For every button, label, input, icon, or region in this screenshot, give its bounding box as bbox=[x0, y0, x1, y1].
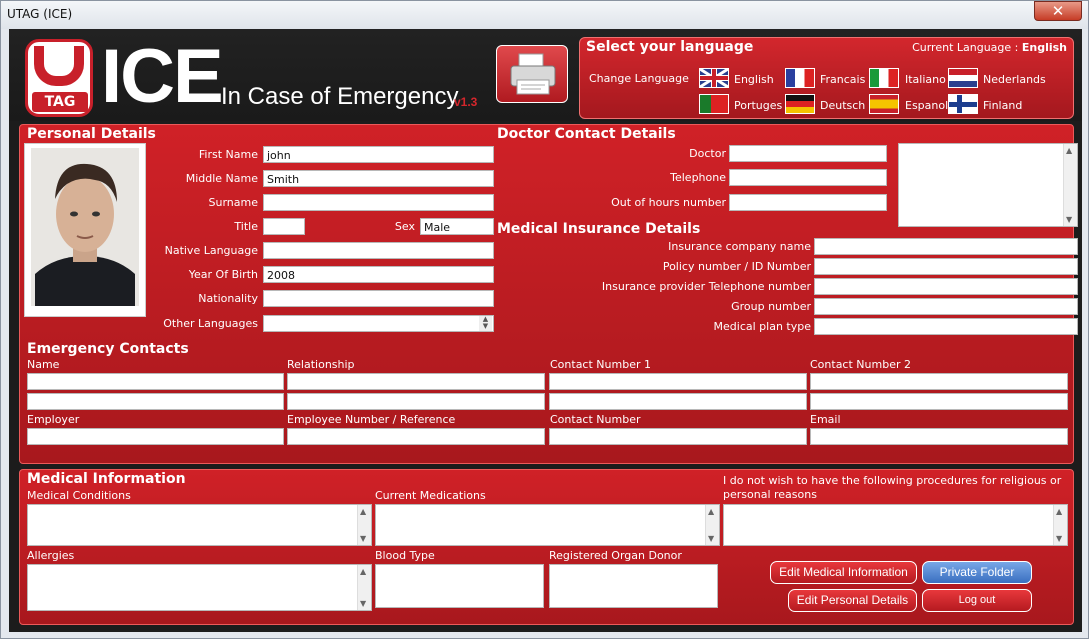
out-of-hours-field[interactable] bbox=[729, 194, 887, 211]
title-bar bbox=[1, 1, 1088, 29]
out-of-hours-label: Out of hours number bbox=[611, 196, 726, 209]
contact-2-relationship-field[interactable] bbox=[287, 393, 545, 410]
policy-number-label: Policy number / ID Number bbox=[662, 260, 811, 273]
edit-personal-button[interactable]: Edit Personal Details bbox=[788, 589, 917, 612]
change-language-label: Change Language bbox=[589, 72, 689, 85]
logout-button[interactable]: Log out bbox=[922, 589, 1032, 612]
organ-donor-field[interactable] bbox=[549, 564, 718, 608]
app-name: ICE bbox=[101, 34, 222, 119]
scroll-down-icon[interactable]: ▼ bbox=[1066, 215, 1073, 224]
medical-panel bbox=[19, 469, 1074, 625]
group-number-label: Group number bbox=[731, 300, 811, 313]
sex-field[interactable]: Male bbox=[420, 218, 494, 235]
email-field[interactable] bbox=[810, 428, 1068, 445]
nationality-field[interactable] bbox=[263, 290, 494, 307]
close-icon[interactable]: ✕ bbox=[1034, 1, 1082, 21]
medical-plan-label: Medical plan type bbox=[713, 320, 811, 333]
current-language: Current Language : English bbox=[912, 41, 1067, 54]
scroll-up-icon[interactable]: ▲ bbox=[360, 567, 367, 576]
col-name: Name bbox=[27, 358, 60, 371]
lang-french[interactable]: Francais bbox=[820, 73, 866, 86]
app-version: v1.3 bbox=[454, 95, 478, 109]
blood-type-field[interactable] bbox=[375, 564, 544, 608]
organ-donor-label: Registered Organ Donor bbox=[549, 549, 682, 562]
native-language-label: Native Language bbox=[164, 244, 258, 257]
flag-dutch-icon[interactable] bbox=[948, 68, 978, 88]
year-of-birth-label: Year Of Birth bbox=[188, 268, 258, 281]
first-name-label: First Name bbox=[198, 148, 258, 161]
flag-spanish-icon[interactable] bbox=[869, 94, 899, 114]
scroll-down-icon[interactable]: ▼ bbox=[1056, 534, 1063, 543]
profile-photo[interactable] bbox=[24, 143, 146, 317]
doctor-details-title: Doctor Contact Details bbox=[497, 126, 676, 142]
contact-2-number-1-field[interactable] bbox=[549, 393, 807, 410]
language-title: Select your language bbox=[586, 39, 754, 55]
language-panel bbox=[579, 37, 1074, 119]
provider-telephone-label: Insurance provider Telephone number bbox=[601, 280, 811, 293]
current-medications-field[interactable] bbox=[375, 504, 720, 546]
scroll-down-icon[interactable]: ▼ bbox=[708, 534, 715, 543]
current-medications-label: Current Medications bbox=[375, 489, 486, 502]
flag-english-icon[interactable] bbox=[699, 68, 729, 88]
medical-conditions-field[interactable] bbox=[27, 504, 372, 546]
contact-1-relationship-field[interactable] bbox=[287, 373, 545, 390]
telephone-label: Telephone bbox=[670, 171, 726, 184]
lang-italian[interactable]: Italiano bbox=[905, 73, 946, 86]
lang-portuguese[interactable]: Portuges bbox=[734, 99, 783, 112]
other-languages-label: Other Languages bbox=[163, 317, 258, 330]
medical-conditions-label: Medical Conditions bbox=[27, 489, 131, 502]
lang-dutch[interactable]: Nederlands bbox=[983, 73, 1046, 86]
client-area bbox=[9, 29, 1082, 632]
middle-name-label: Middle Name bbox=[185, 172, 258, 185]
sex-label: Sex bbox=[394, 220, 415, 233]
telephone-field[interactable] bbox=[729, 169, 887, 186]
contact-1-number-2-field[interactable] bbox=[810, 373, 1068, 390]
allergies-field[interactable] bbox=[27, 564, 372, 611]
print-button[interactable] bbox=[496, 45, 568, 103]
provider-telephone-field[interactable] bbox=[814, 278, 1078, 295]
col-contact-2: Contact Number 2 bbox=[810, 358, 911, 371]
utag-logo bbox=[25, 39, 93, 117]
flag-portuguese-icon[interactable] bbox=[699, 94, 729, 114]
printer-icon bbox=[497, 46, 569, 104]
employee-reference-field[interactable] bbox=[287, 428, 545, 445]
scroll-up-icon[interactable]: ▲ bbox=[360, 507, 367, 516]
policy-number-field[interactable] bbox=[814, 258, 1078, 275]
procedures-field[interactable] bbox=[723, 504, 1068, 546]
contact-1-name-field[interactable] bbox=[27, 373, 284, 390]
col-contact-number: Contact Number bbox=[550, 413, 641, 426]
contact-2-name-field[interactable] bbox=[27, 393, 284, 410]
employer-field[interactable] bbox=[27, 428, 284, 445]
medical-plan-field[interactable] bbox=[814, 318, 1078, 335]
col-employer: Employer bbox=[27, 413, 80, 426]
personal-details-title: Personal Details bbox=[27, 126, 156, 142]
surname-label: Surname bbox=[208, 196, 258, 209]
first-name-field[interactable]: john bbox=[263, 146, 494, 163]
app-tagline: In Case of Emergency bbox=[221, 83, 459, 110]
scroll-up-icon[interactable]: ▲ bbox=[708, 507, 715, 516]
col-employee-reference: Employee Number / Reference bbox=[287, 413, 456, 426]
title-field[interactable] bbox=[263, 218, 305, 235]
flag-german-icon[interactable] bbox=[785, 94, 815, 114]
insurance-details-title: Medical Insurance Details bbox=[497, 221, 701, 237]
procedures-label: I do not wish to have the following procedures for religious or personal reasons bbox=[723, 474, 1062, 501]
scroll-up-icon[interactable]: ▲ bbox=[1056, 507, 1063, 516]
private-folder-button[interactable]: Private Folder bbox=[922, 561, 1032, 584]
lang-spanish[interactable]: Espanol bbox=[905, 99, 949, 112]
window-title: UTAG (ICE) bbox=[7, 7, 73, 21]
current-language-value: English bbox=[1021, 41, 1067, 54]
contact-2-number-2-field[interactable] bbox=[810, 393, 1068, 410]
flag-italian-icon[interactable] bbox=[869, 68, 899, 88]
doctor-notes-scrollbar[interactable] bbox=[1063, 144, 1077, 226]
col-contact-1: Contact Number 1 bbox=[550, 358, 651, 371]
emergency-contacts-title: Emergency Contacts bbox=[27, 341, 189, 357]
blood-type-label: Blood Type bbox=[375, 549, 435, 562]
banner bbox=[9, 29, 1082, 121]
allergies-label: Allergies bbox=[27, 549, 75, 562]
insurance-company-label: Insurance company name bbox=[668, 240, 811, 253]
doctor-notes-area[interactable] bbox=[898, 143, 1078, 227]
scroll-up-icon[interactable]: ▲ bbox=[1066, 146, 1073, 155]
col-email: Email bbox=[810, 413, 841, 426]
lang-finnish[interactable]: Finland bbox=[983, 99, 1023, 112]
col-relationship: Relationship bbox=[287, 358, 355, 371]
edit-medical-button[interactable]: Edit Medical Information bbox=[770, 561, 917, 584]
middle-name-field[interactable]: Smith bbox=[263, 170, 494, 187]
native-language-field[interactable] bbox=[263, 242, 494, 259]
lang-german[interactable]: Deutsch bbox=[820, 99, 866, 112]
spinner-icon[interactable]: ▲ ▼ bbox=[479, 316, 492, 331]
insurance-company-field[interactable] bbox=[814, 238, 1078, 255]
group-number-field[interactable] bbox=[814, 298, 1078, 315]
flag-finnish-icon[interactable] bbox=[948, 94, 978, 114]
year-of-birth-field[interactable]: 2008 bbox=[263, 266, 494, 283]
details-panel bbox=[19, 124, 1074, 464]
surname-field[interactable] bbox=[263, 194, 494, 211]
employer-contact-field[interactable] bbox=[549, 428, 807, 445]
contact-1-number-1-field[interactable] bbox=[549, 373, 807, 390]
scroll-down-icon[interactable]: ▼ bbox=[360, 599, 367, 608]
flag-french-icon[interactable] bbox=[785, 68, 815, 88]
other-languages-field[interactable] bbox=[263, 315, 494, 332]
scroll-down-icon[interactable]: ▼ bbox=[360, 534, 367, 543]
medical-info-title: Medical Information bbox=[27, 471, 186, 487]
title-label: Title bbox=[234, 220, 258, 233]
doctor-label: Doctor bbox=[689, 147, 726, 160]
nationality-label: Nationality bbox=[198, 292, 258, 305]
doctor-field[interactable] bbox=[729, 145, 887, 162]
lang-english[interactable]: English bbox=[734, 73, 774, 86]
logo-text: TAG bbox=[32, 92, 88, 112]
